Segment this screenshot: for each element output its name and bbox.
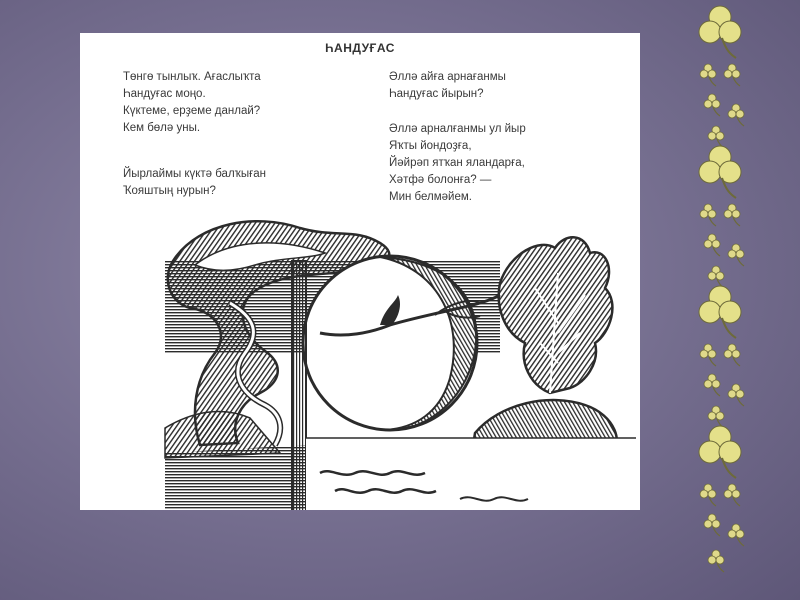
clover-icon [724, 344, 740, 366]
poem-line: Хәтфә болонға? — [389, 174, 492, 186]
poem-line: Күктеме, ерҙеме данлай? [123, 105, 261, 117]
clover-icon [728, 244, 744, 266]
poem-line: Мин белмәйем. [389, 191, 472, 203]
poem-line: Кем бөлә уны. [123, 122, 201, 134]
clover-icon [700, 64, 716, 86]
clover-icon [728, 384, 744, 406]
poem-line: Төнгө тынлыҡ. Ағаслыҡта [123, 71, 261, 83]
clover-icon [724, 64, 740, 86]
poem-page [80, 33, 640, 510]
clover-border [690, 0, 770, 600]
clover-icon [699, 6, 741, 58]
poem-line: Йырлаймы күктә балҡыған [123, 168, 267, 180]
distant-hill [165, 411, 280, 458]
clover-icon [724, 204, 740, 226]
poem-line: Әллә айға арнағанмы [389, 71, 506, 83]
clover-icon [699, 426, 741, 478]
poem-line: Яҡты йондоҙға, [389, 140, 472, 152]
poem-title: ҺАНДУҒАС [325, 41, 395, 55]
clover-icon [704, 234, 720, 256]
poem-line: Һандуғас моңо. [123, 88, 206, 100]
clover-icon [724, 484, 740, 506]
clover-icon [728, 524, 744, 546]
clover-icon [700, 204, 716, 226]
poem-line: Һандуғас йырын? [389, 88, 484, 100]
clover-icon [708, 266, 724, 288]
clover-icon [708, 406, 724, 428]
poem-line: Ҡояштың нурын? [123, 185, 216, 197]
clover-icon [700, 484, 716, 506]
clover-icon [708, 550, 724, 572]
poem-line: Әллә арналғанмы ул йыр [389, 123, 526, 135]
poem-line: Йәйрәп ятҡан яландарға, [389, 157, 525, 169]
woodcut-illustration [80, 33, 640, 510]
clover-icon [704, 94, 720, 116]
clover-icon [699, 286, 741, 338]
clover-icon [708, 126, 724, 148]
clover-icon [699, 146, 741, 198]
clover-icon [704, 374, 720, 396]
clover-icon [704, 514, 720, 536]
clover-icon [728, 104, 744, 126]
clover-icon [700, 344, 716, 366]
